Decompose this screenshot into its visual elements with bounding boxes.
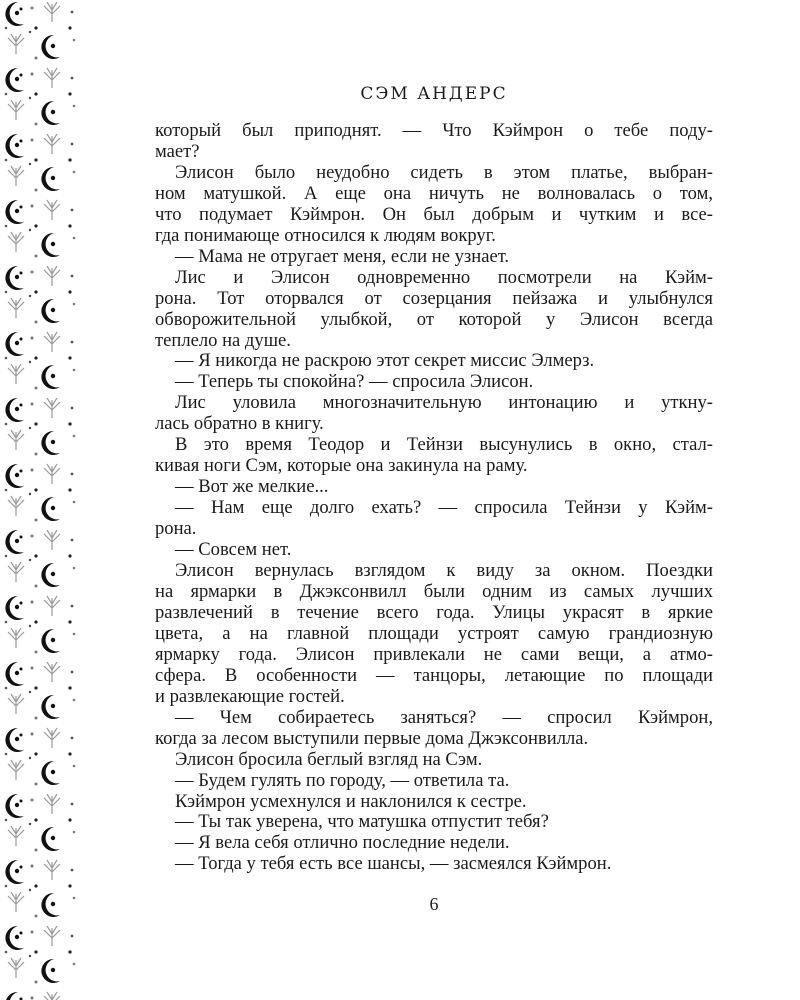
text-line: обворожительной улыбкой, от которой у Элисон всегда (155, 308, 713, 330)
text-line: ярмарку года. Элисон привлекали не сами вещи, а атмо- (155, 643, 713, 665)
text-line: когда за лесом выступили первые дома Джэксонвилла. (155, 727, 589, 749)
text-line: — Чем собираетесь заняться? — спросил Кэймрон, (175, 706, 713, 728)
text-line: — Мама не отругает меня, если не узнает. (175, 245, 510, 267)
text-line: В это время Теодор и Тейнзи высунулись в окно, стал- (175, 434, 713, 456)
text-line: — Совсем нет. (175, 539, 292, 561)
decorative-floral-border (0, 0, 82, 1000)
text-line: кивая ноги Сэм, которые она закинула на раму. (155, 455, 528, 477)
text-line: — Будем гулять по городу, — ответила та. (175, 769, 510, 791)
text-line: рона. (155, 518, 197, 540)
text-line: Лис уловила многозначительную интонацию и уткну- (175, 392, 713, 414)
text-line: который был приподнят. — Что Кэймрон о тебе поду- (155, 120, 713, 141)
text-line: — Нам еще долго ехать? — спросила Тейнзи у Кэйм- (175, 497, 713, 519)
text-line: Элисон вернулась взглядом к виду за окном. Поездки (175, 560, 713, 582)
text-line: — Я никогда не раскрою этот секрет миссис Элмерз. (175, 350, 595, 372)
text-line: Элисон бросила беглый взгляд на Сэм. (175, 748, 483, 770)
text-line: лась обратно в книгу. (155, 413, 324, 435)
text-line: Лис и Элисон одновременно посмотрели на Кэйм- (175, 266, 713, 288)
text-line: — Я вела себя отлично последние недели. (175, 832, 510, 854)
text-line: рона. Тот оторвался от созерцания пейзажа и улыбнулся (155, 287, 713, 309)
text-line: сфера. В особенности — танцоры, летающие по площади (155, 664, 713, 686)
text-line: мает? (155, 140, 200, 162)
text-line: на ярмарки в Джэксонвилл были одним из самых лучших (155, 580, 713, 602)
text-line: Кэймрон усмехнулся и наклонился к сестре. (175, 790, 527, 812)
text-line: — Ты так уверена, что матушка отпустит тебя? (175, 811, 549, 833)
text-line: и развлекающие гостей. (155, 685, 345, 707)
text-line: — Теперь ты спокойна? — спросила Элисон. (175, 371, 534, 393)
text-line: развлечений в течение всего года. Улицы украсят в яркие (155, 601, 713, 623)
text-line: ном матушкой. А еще она ничуть не волновалась о том, (155, 182, 713, 204)
text-line: теплело на душе. (155, 329, 291, 351)
text-line: гда понимающе относился к людям вокруг. (155, 224, 496, 246)
page-number: 6 (429, 894, 439, 914)
body-text (155, 121, 713, 875)
text-line: что подумает Кэймрон. Он был добрым и чутким и все- (155, 203, 713, 225)
text-line: — Вот же мелкие... (175, 476, 329, 498)
text-line: Элисон было неудобно сидеть в этом платье, выбран- (175, 161, 713, 183)
text-line: — Тогда у тебя есть все шансы, — засмеялся Кэймрон. (175, 853, 612, 875)
running-header: СЭМ АНДЕРС (360, 84, 508, 104)
text-line: цвета, а на главной площади устроят самую грандиозную (155, 622, 713, 644)
